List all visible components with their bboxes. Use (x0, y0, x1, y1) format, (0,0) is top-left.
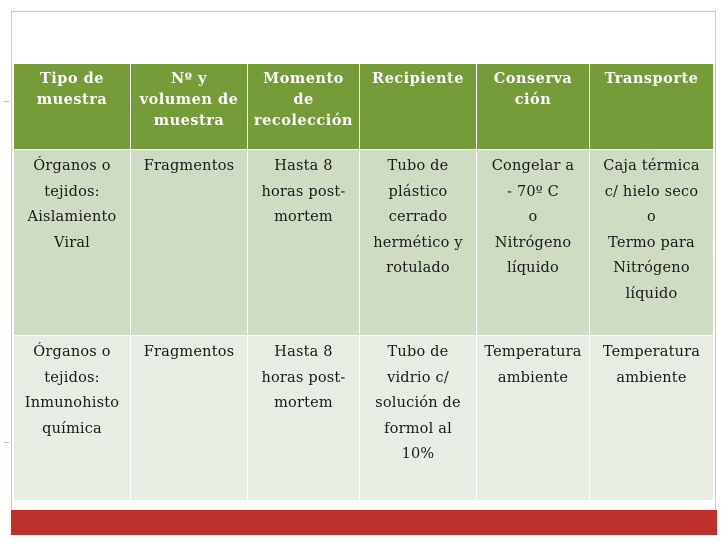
table-row (14, 336, 714, 501)
table-row (14, 150, 714, 336)
header-tipo-muestra: Tipo de muestra (14, 64, 131, 150)
table-cell: Tubo de plástico cerrado hermético y rotulado (360, 150, 477, 336)
header-momento-recoleccion: Momento de recolección (248, 64, 360, 150)
left-edge-mark (4, 442, 9, 443)
table-cell: Fragmentos (131, 150, 248, 336)
table-header-row (14, 64, 714, 150)
table-cell: Hasta 8 horas post- mortem (248, 150, 360, 336)
table-cell: Órganos o tejidos: Inmunohisto química (14, 336, 131, 501)
table-cell: Congelar a - 70º C o Nitrógeno líquido (477, 150, 590, 336)
header-conservacion: Conserva ción (477, 64, 590, 150)
table-cell: Fragmentos (131, 336, 248, 501)
sample-table (13, 63, 714, 501)
header-transporte: Transporte (590, 64, 714, 150)
header-recipiente: Recipiente (360, 64, 477, 150)
footer-band (11, 510, 717, 535)
table-cell: Caja térmica c/ hielo seco o Termo para Nitrógeno líquido (590, 150, 714, 336)
table-cell: Temperatura ambiente (477, 336, 590, 501)
header-volumen-muestra: Nº y volumen de muestra (131, 64, 248, 150)
table-cell: Órganos o tejidos: Aislamiento Viral (14, 150, 131, 336)
table-cell: Temperatura ambiente (590, 336, 714, 501)
table-cell: Hasta 8 horas post- mortem (248, 336, 360, 501)
left-edge-mark (4, 101, 9, 102)
table-cell: Tubo de vidrio c/ solución de formol al 10% (360, 336, 477, 501)
